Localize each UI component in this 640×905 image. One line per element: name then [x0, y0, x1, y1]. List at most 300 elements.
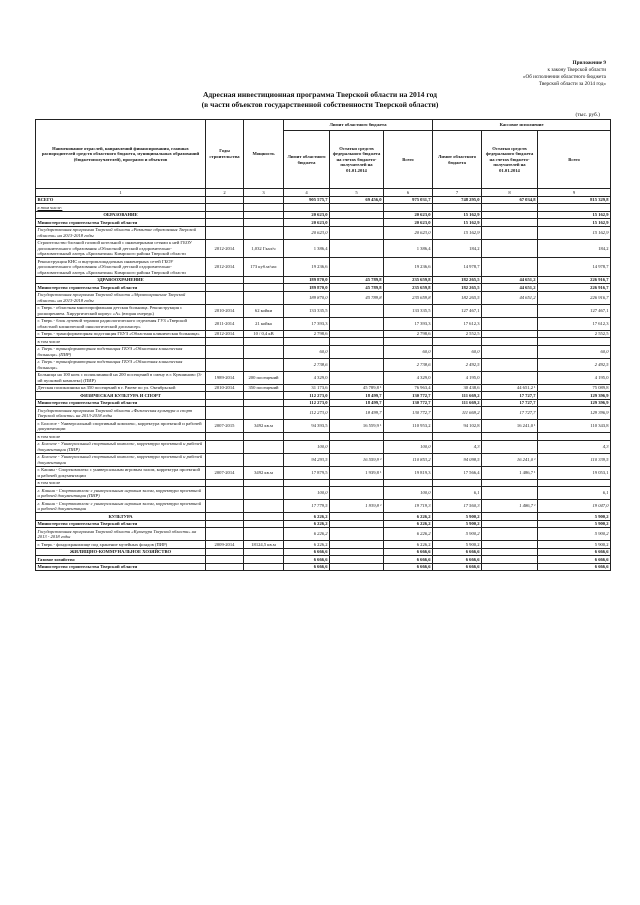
cell-remainder: 1 939,8 ¹ — [330, 466, 384, 479]
table-row — [36, 399, 611, 407]
row-capacity — [244, 440, 284, 453]
cell-limit: 112 273,0 — [284, 399, 330, 407]
row-name: г. Кашин - Спорткомплекс с универсальным игровым залом, корректура проектной и рабочей документации — [36, 466, 206, 479]
cell-limit: 189 870,0 — [284, 276, 330, 284]
row-capacity — [244, 219, 284, 227]
cell-total: 20 623,0 — [384, 226, 433, 239]
row-years — [206, 528, 244, 541]
cell-limit — [284, 433, 330, 441]
row-capacity — [244, 528, 284, 541]
cell-cash-limit: 182 265,5 — [433, 284, 482, 292]
row-name: Детская поликлиника на 350 посещений в г. Ржеве по ул. Октябрьской — [36, 384, 206, 392]
table-row — [36, 392, 611, 400]
cell-limit: 17 879,5 — [284, 466, 330, 479]
cell-remainder — [330, 338, 384, 346]
row-capacity — [244, 284, 284, 292]
cell-total: 76 963,4 — [384, 384, 433, 392]
row-name: Больница на 100 коек с поликлиникой на 200 посещений в смену в г. Кувшиново (3-ий пусковой комплекс) (ПИР) — [36, 371, 206, 384]
title-line-2: (в части объектов государственной собственности Тверской области) — [201, 100, 439, 109]
cell-total: 6 666,6 — [384, 548, 433, 556]
cell-limit: 6 666,6 — [284, 548, 330, 556]
cell-cash-remainder: 44 651,2 — [482, 276, 538, 284]
row-years — [206, 563, 244, 571]
cell-total: 975 031,7 — [384, 196, 433, 204]
row-name: г. Бологое - Универсальный спортивный комплекс, корректура проектной и рабочей документации — [36, 420, 206, 433]
table-row — [36, 487, 611, 500]
cell-cash-remainder — [482, 219, 538, 227]
cell-remainder: 18 499,7 — [330, 392, 384, 400]
row-capacity: 3492 кв.м — [244, 420, 284, 433]
row-capacity: 21 койка — [244, 317, 284, 330]
cell-cash-total: 5 900,2 — [538, 541, 611, 549]
cell-remainder — [330, 563, 384, 571]
cell-cash-remainder — [482, 548, 538, 556]
cell-cash-limit: 5 900,2 — [433, 528, 482, 541]
cell-cash-total: 15 162,9 — [538, 226, 611, 239]
cell-total: 130 772,7 — [384, 392, 433, 400]
cell-limit: 112 273,0 — [284, 407, 330, 420]
cell-cash-limit: 17 612,3 — [433, 317, 482, 330]
cell-cash-remainder — [482, 317, 538, 330]
cell-cash-remainder: 44 651,2 — [482, 291, 538, 304]
row-capacity — [244, 338, 284, 346]
cell-cash-limit: 4,3 — [433, 440, 482, 453]
row-years: 2010-2014 — [206, 384, 244, 392]
cell-cash-limit: 94 098,5 — [433, 453, 482, 466]
row-capacity — [244, 513, 284, 521]
cell-cash-total: 226 916,7 — [538, 284, 611, 292]
cell-cash-limit: 748 295,0 — [433, 196, 482, 204]
cell-cash-total: 5 900,2 — [538, 520, 611, 528]
cell-total: 20 623,0 — [384, 219, 433, 227]
column-number: 8 — [482, 189, 538, 197]
cell-remainder — [330, 371, 384, 384]
cell-cash-limit: 5 900,2 — [433, 541, 482, 549]
table-row — [36, 548, 611, 556]
cell-remainder — [330, 528, 384, 541]
row-years — [206, 196, 244, 204]
row-capacity — [244, 563, 284, 571]
row-name: г. Тверь - трансформаторная подстанция ГБУЗ «Областная клиническая больница» (ПИР) — [36, 345, 206, 358]
row-capacity — [244, 548, 284, 556]
cell-cash-remainder: 67 034,8 — [482, 196, 538, 204]
cell-cash-remainder — [482, 330, 538, 338]
appendix-line: «Об исполнении областного бюджета — [522, 74, 606, 80]
row-name: г. Тверь - областная многопрофильная детская больница. Реконструкция с расширением. Хирургический корпус «А» (вторая очередь) — [36, 304, 206, 317]
cell-cash-total: 226 916,7 — [538, 291, 611, 304]
header-years: Годы строительства — [206, 120, 244, 189]
row-name: в том числе — [36, 338, 206, 346]
row-years — [206, 487, 244, 500]
cell-remainder: 45 789,8 ¹ — [330, 384, 384, 392]
table-row — [36, 433, 611, 441]
table-row — [36, 338, 611, 346]
cell-cash-remainder — [482, 204, 538, 212]
cell-limit: 112 273,0 — [284, 392, 330, 400]
table-row — [36, 239, 611, 258]
row-capacity — [244, 358, 284, 371]
row-years: 2011-2014 — [206, 317, 244, 330]
cell-total: 19 819,3 — [384, 466, 433, 479]
row-name: Министерство строительства Тверской области — [36, 399, 206, 407]
table-row — [36, 258, 611, 277]
row-name: в том числе: — [36, 204, 206, 212]
row-name: г. Тверь - блок лучевой терапии радиологического отделения ГУЗ «Тверской областной клинический онкологический диспансер» — [36, 317, 206, 330]
row-capacity: 173 куб.м/час — [244, 258, 284, 277]
cell-limit: 2 738,6 — [284, 358, 330, 371]
cell-cash-limit: 2 552,5 — [433, 330, 482, 338]
cell-cash-remainder — [482, 304, 538, 317]
row-years — [206, 392, 244, 400]
table-row — [36, 226, 611, 239]
cell-cash-limit: 15 162,9 — [433, 219, 482, 227]
cell-total — [384, 204, 433, 212]
cell-remainder — [330, 317, 384, 330]
row-capacity — [244, 196, 284, 204]
cell-cash-limit: 15 162,9 — [433, 226, 482, 239]
cell-cash-total: 129 396,9 — [538, 407, 611, 420]
column-number: 6 — [384, 189, 433, 197]
row-years — [206, 211, 244, 219]
table-row — [36, 466, 611, 479]
cell-limit: 17 393,3 — [284, 317, 330, 330]
cell-remainder — [330, 345, 384, 358]
row-capacity: 1,032 Гкал/ч — [244, 239, 284, 258]
cell-cash-limit: 60,0 — [433, 345, 482, 358]
cell-remainder — [330, 487, 384, 500]
cell-total: 19 719,3 — [384, 500, 433, 513]
cell-total: 100,0 — [384, 440, 433, 453]
row-name: г. Кашин - Спорткомплекс с универсальным игровым залом, корректура проектной и рабочей документации (ПИР) — [36, 487, 206, 500]
investment-program-table — [35, 119, 611, 571]
cell-limit: 189 870,0 — [284, 291, 330, 304]
cell-cash-total: 127 467,1 — [538, 304, 611, 317]
cell-total: 130 772,7 — [384, 407, 433, 420]
cell-limit: 905 575,7 — [284, 196, 330, 204]
row-capacity — [244, 407, 284, 420]
cell-cash-remainder: 17 727,7 — [482, 392, 538, 400]
row-years — [206, 226, 244, 239]
row-capacity — [244, 556, 284, 564]
cell-limit: 6 226,2 — [284, 541, 330, 549]
cell-total: 235 659,8 — [384, 284, 433, 292]
row-name: г. Бологое - Универсальный спортивный комплекс, корректура проектной и рабочей документации — [36, 453, 206, 466]
cell-cash-total: 5 900,2 — [538, 513, 611, 521]
table-row — [36, 541, 611, 549]
row-capacity: 18124,5 кв.м — [244, 541, 284, 549]
cell-total: 6 666,6 — [384, 563, 433, 571]
row-name: г. Тверь - фондохранилище под хранение музейных фондов (ПИР) — [36, 541, 206, 549]
cell-cash-total: 60,0 — [538, 345, 611, 358]
row-years — [206, 407, 244, 420]
cell-cash-remainder — [482, 258, 538, 277]
cell-cash-remainder — [482, 563, 538, 571]
cell-total: 130 772,7 — [384, 399, 433, 407]
cell-limit: 1 386,4 — [284, 239, 330, 258]
appendix-note — [436, 60, 606, 88]
cell-cash-limit: 182 265,5 — [433, 276, 482, 284]
row-capacity — [244, 204, 284, 212]
cell-cash-total: 129 396,9 — [538, 399, 611, 407]
row-name: КУЛЬТУРА — [36, 513, 206, 521]
cell-cash-remainder — [482, 433, 538, 441]
cell-cash-total: 17 612,3 — [538, 317, 611, 330]
row-years: 2012-2014 — [206, 239, 244, 258]
cell-cash-total: 6,1 — [538, 487, 611, 500]
cell-remainder — [330, 204, 384, 212]
row-years: 2012-2014 — [206, 330, 244, 338]
cell-limit: 94 393,5 — [284, 420, 330, 433]
cell-cash-limit — [433, 338, 482, 346]
table-row — [36, 196, 611, 204]
cell-remainder — [330, 479, 384, 487]
cell-limit: 20 623,0 — [284, 219, 330, 227]
table-row — [36, 563, 611, 571]
cell-cash-limit: 111 669,2 — [433, 399, 482, 407]
table-row — [36, 330, 611, 338]
cell-remainder: 18 499,7 — [330, 407, 384, 420]
cell-cash-remainder — [482, 371, 538, 384]
row-years — [206, 284, 244, 292]
header-limit: Лимит областного бюджета — [284, 131, 330, 189]
cell-cash-total: 5 900,2 — [538, 528, 611, 541]
cell-cash-remainder — [482, 556, 538, 564]
row-capacity — [244, 211, 284, 219]
cell-limit: 31 173,6 — [284, 384, 330, 392]
cell-cash-remainder — [482, 239, 538, 258]
row-years: 1989-2014 — [206, 371, 244, 384]
column-number: 9 — [538, 189, 611, 197]
cell-cash-limit — [433, 204, 482, 212]
cell-remainder: 69 456,0 — [330, 196, 384, 204]
row-name: Реконструкция КНС и внутриплощадочных инженерных сетей ГБОУ дополнительного образования «Областной детский оздоровительно-образовательный лагерь «Бригантина» Кимрского района Тверской области — [36, 258, 206, 277]
cell-remainder — [330, 513, 384, 521]
cell-cash-limit: 6 666,6 — [433, 556, 482, 564]
units-note: (тыс. руб.) — [575, 112, 600, 118]
cell-cash-limit: 6 666,6 — [433, 563, 482, 571]
table-row — [36, 384, 611, 392]
cell-remainder — [330, 440, 384, 453]
table-row — [36, 500, 611, 513]
cell-cash-remainder — [482, 520, 538, 528]
cell-remainder — [330, 556, 384, 564]
row-years — [206, 345, 244, 358]
cell-remainder — [330, 258, 384, 277]
row-name: Министерство строительства Тверской области — [36, 219, 206, 227]
cell-limit: 4 329,0 — [284, 371, 330, 384]
cell-total: 60,0 — [384, 345, 433, 358]
cell-cash-total — [538, 338, 611, 346]
cell-total: 20 623,0 — [384, 211, 433, 219]
row-years: 2012-2014 — [206, 258, 244, 277]
cell-remainder: 45 789,8 — [330, 291, 384, 304]
table-row — [36, 520, 611, 528]
cell-total: 19 236,6 — [384, 258, 433, 277]
row-years — [206, 479, 244, 487]
table-row — [36, 219, 611, 227]
cell-cash-limit: 5 900,2 — [433, 520, 482, 528]
cell-total: 133 335,5 — [384, 304, 433, 317]
cell-remainder: 16 559,9 ¹ — [330, 420, 384, 433]
cell-limit: 133 335,5 — [284, 304, 330, 317]
cell-cash-total: 14 978,7 — [538, 258, 611, 277]
appendix-line: к закону Тверской области — [547, 67, 606, 73]
cell-remainder — [330, 548, 384, 556]
table-body — [36, 196, 611, 571]
cell-cash-limit: 15 162,9 — [433, 211, 482, 219]
row-years — [206, 513, 244, 521]
title-line-1: Адресная инвестиционная программа Тверской области на 2014 год — [202, 90, 438, 99]
cell-cash-remainder: 1 486,7 ¹ — [482, 500, 538, 513]
column-number: 2 — [206, 189, 244, 197]
cell-remainder: 1 939,8 ¹ — [330, 500, 384, 513]
row-capacity — [244, 453, 284, 466]
row-years — [206, 358, 244, 371]
row-years — [206, 500, 244, 513]
row-years — [206, 291, 244, 304]
table-row — [36, 276, 611, 284]
cell-cash-remainder: 44 651,2 — [482, 284, 538, 292]
cell-limit: 2 798,6 — [284, 330, 330, 338]
row-years — [206, 204, 244, 212]
cell-limit — [284, 338, 330, 346]
row-capacity: 200 посещений — [244, 371, 284, 384]
cell-cash-remainder — [482, 358, 538, 371]
header-cash-limit: Лимит областного бюджета — [433, 131, 482, 189]
row-name: Газовое хозяйство — [36, 556, 206, 564]
cell-remainder — [330, 358, 384, 371]
row-capacity: 350 посещений — [244, 384, 284, 392]
row-capacity — [244, 500, 284, 513]
row-name: Государственная программа Тверской области «Здравоохранение Тверской области» на 2013-2018 годы — [36, 291, 206, 304]
table-row — [36, 528, 611, 541]
cell-total: 6 226,2 — [384, 520, 433, 528]
cell-cash-limit — [433, 433, 482, 441]
cell-cash-total: 2 552,5 — [538, 330, 611, 338]
cell-cash-remainder — [482, 513, 538, 521]
cell-cash-total: 226 916,7 — [538, 276, 611, 284]
cell-remainder — [330, 433, 384, 441]
cell-cash-limit — [433, 479, 482, 487]
row-name: Министерство строительства Тверской области — [36, 520, 206, 528]
cell-cash-total: 4,3 — [538, 440, 611, 453]
cell-total: 6 226,2 — [384, 528, 433, 541]
cell-total: 6 666,6 — [384, 556, 433, 564]
row-name: ВСЕГО — [36, 196, 206, 204]
row-capacity: 10 / 0,4 кВ — [244, 330, 284, 338]
row-capacity — [244, 520, 284, 528]
cell-cash-total: 19 053,1 — [538, 466, 611, 479]
cell-cash-total: 75 089,8 — [538, 384, 611, 392]
cell-cash-total: 15 162,9 — [538, 219, 611, 227]
table-row — [36, 284, 611, 292]
cell-cash-limit: 94 102,8 — [433, 420, 482, 433]
table-row — [36, 358, 611, 371]
cell-total: 6 226,2 — [384, 541, 433, 549]
row-years — [206, 433, 244, 441]
cell-cash-limit: 6,1 — [433, 487, 482, 500]
table-row — [36, 304, 611, 317]
cell-cash-total: 19 047,0 — [538, 500, 611, 513]
cell-cash-total: 110 343,8 — [538, 420, 611, 433]
cell-cash-total: 2 492,5 — [538, 358, 611, 371]
cell-cash-total: 6 666,6 — [538, 556, 611, 564]
row-years — [206, 548, 244, 556]
row-name: Министерство строительства Тверской области — [36, 284, 206, 292]
row-name: Государственная программа Тверской области «Физическая культура и спорт Тверской области» на 2013-2018 годы — [36, 407, 206, 420]
row-years — [206, 219, 244, 227]
cell-remainder: 45 789,8 — [330, 276, 384, 284]
cell-limit: 6 226,2 — [284, 528, 330, 541]
row-name: в том числе — [36, 479, 206, 487]
cell-remainder — [330, 541, 384, 549]
cell-cash-remainder — [482, 226, 538, 239]
cell-cash-remainder — [482, 440, 538, 453]
row-years — [206, 453, 244, 466]
row-years: 2007-2014 — [206, 466, 244, 479]
column-number: 1 — [36, 189, 206, 197]
cell-total: 4 329,0 — [384, 371, 433, 384]
row-years: 2009-2014 — [206, 541, 244, 549]
cell-cash-total: 110 339,5 — [538, 453, 611, 466]
table-row — [36, 479, 611, 487]
cell-remainder: 45 789,8 — [330, 284, 384, 292]
cell-total: 235 659,8 — [384, 276, 433, 284]
cell-cash-limit: 14 978,7 — [433, 258, 482, 277]
cell-total — [384, 479, 433, 487]
row-capacity — [244, 226, 284, 239]
column-number: 3 — [244, 189, 284, 197]
row-years: 2007-2015 — [206, 420, 244, 433]
cell-remainder — [330, 330, 384, 338]
cell-cash-limit: 4 195,0 — [433, 371, 482, 384]
row-name: г. Бологое - Универсальный спортивный комплекс, корректура проектной и рабочей документации (ПИР) — [36, 440, 206, 453]
cell-cash-remainder — [482, 528, 538, 541]
cell-cash-remainder — [482, 338, 538, 346]
cell-cash-total: 129 396,9 — [538, 392, 611, 400]
table-row — [36, 420, 611, 433]
header-name: Наименование отраслей, направлений финансирования, главных распорядителей средств областного бюджета, муниципальных образований (бюджетополучателей), программ и объектов — [36, 120, 206, 189]
cell-cash-total — [538, 204, 611, 212]
row-capacity — [244, 479, 284, 487]
header-limit-group: Лимит областного бюджета — [284, 120, 433, 131]
cell-limit: 6 666,6 — [284, 563, 330, 571]
table-row — [36, 513, 611, 521]
cell-limit: 94 293,5 — [284, 453, 330, 466]
cell-cash-total: 6 666,6 — [538, 548, 611, 556]
cell-total: 1 386,4 — [384, 239, 433, 258]
cell-total — [384, 433, 433, 441]
table-row — [36, 291, 611, 304]
row-name: Министерство строительства Тверской области — [36, 563, 206, 571]
cell-remainder — [330, 304, 384, 317]
row-years — [206, 276, 244, 284]
cell-cash-remainder: 16 241,0 ¹ — [482, 453, 538, 466]
header-remainder: Остатки средств федерального бюджета на счетах бюджето-получателей на 01.01.2014 — [330, 131, 384, 189]
table-row — [36, 440, 611, 453]
cell-cash-limit: 182 265,5 — [433, 291, 482, 304]
cell-cash-remainder: 17 727,7 — [482, 399, 538, 407]
cell-cash-remainder: 44 651,2 ¹ — [482, 384, 538, 392]
row-capacity — [244, 276, 284, 284]
cell-cash-total: 15 162,9 — [538, 211, 611, 219]
row-name: г. Тверь - трансформаторная подстанция ГБУЗ «Областная клиническая больница» — [36, 358, 206, 371]
row-capacity — [244, 487, 284, 500]
cell-total: 235 659,8 — [384, 291, 433, 304]
row-capacity: 3492 кв.м — [244, 466, 284, 479]
cell-total: 110 953,2 — [384, 420, 433, 433]
row-years: 2010-2014 — [206, 304, 244, 317]
